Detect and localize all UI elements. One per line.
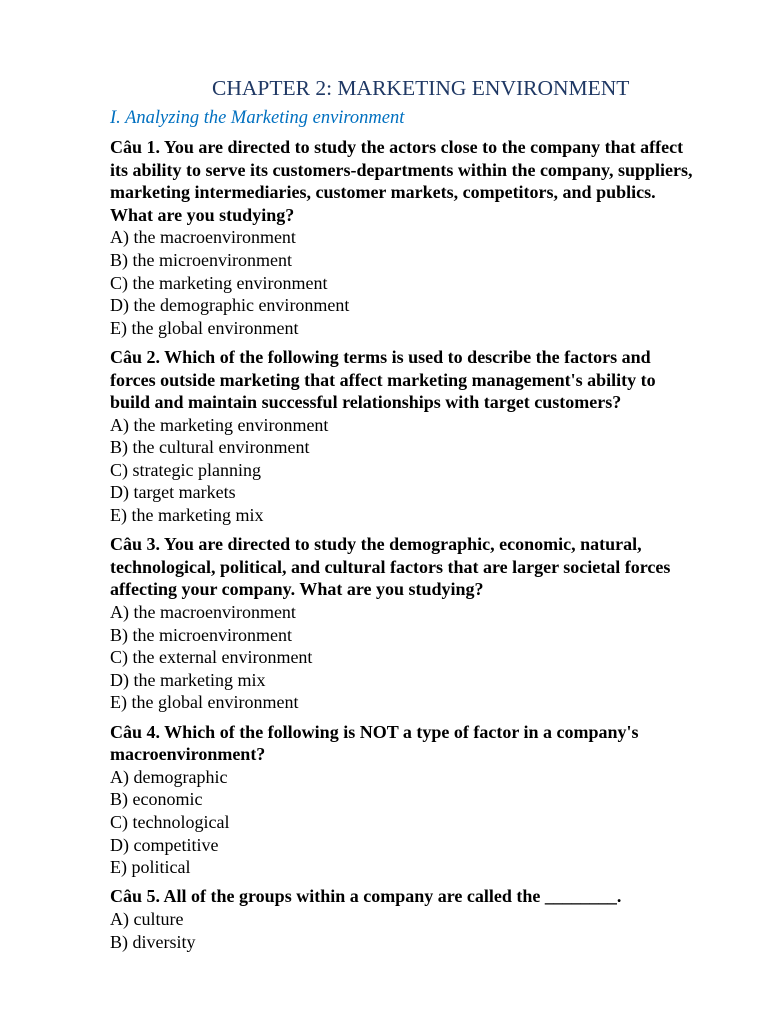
option-b: B) diversity — [110, 931, 196, 952]
question-5-text — [110, 885, 730, 908]
question-4-text — [110, 721, 730, 766]
question-2-text — [110, 346, 730, 414]
question-1 — [110, 136, 730, 339]
question-5-options — [110, 908, 730, 953]
question-4 — [110, 721, 730, 879]
option-a: A) demographic — [110, 766, 228, 787]
question-line: affecting your company. What are you studying? — [110, 579, 484, 600]
question-3-options — [110, 601, 730, 714]
question-4-options — [110, 766, 730, 879]
option-b: B) the cultural environment — [110, 437, 310, 458]
question-line: marketing intermediaries, customer markets, competitors, and publics. — [110, 182, 656, 203]
option-d: D) competitive — [110, 834, 219, 855]
section-heading: I. Analyzing the Marketing environment — [110, 108, 405, 128]
option-b: B) the microenvironment — [110, 249, 292, 270]
question-2-options — [110, 414, 730, 527]
document-title: CHAPTER 2: MARKETING ENVIRONMENT — [212, 76, 630, 100]
question-1-text — [110, 136, 730, 226]
question-line: What are you studying? — [110, 204, 295, 225]
question-3-text — [110, 533, 730, 601]
question-line: its ability to serve its customers-departments within the company, suppliers, — [110, 159, 693, 180]
document-content — [110, 75, 730, 960]
question-line: Câu 4. Which of the following is NOT a type of factor in a company's — [110, 721, 639, 742]
option-a: A) the marketing environment — [110, 414, 329, 435]
option-e: E) political — [110, 857, 191, 878]
option-e: E) the global environment — [110, 692, 299, 713]
question-5 — [110, 885, 730, 953]
question-line: Câu 5. All of the groups within a company are called the ________. — [110, 886, 622, 907]
question-line: macroenvironment? — [110, 744, 266, 765]
question-3 — [110, 533, 730, 714]
option-d: D) target markets — [110, 482, 236, 503]
option-c: C) strategic planning — [110, 459, 261, 480]
question-line: forces outside marketing that affect marketing management's ability to — [110, 369, 656, 390]
option-e: E) the global environment — [110, 317, 299, 338]
option-a: A) culture — [110, 908, 184, 929]
option-d: D) the marketing mix — [110, 669, 266, 690]
option-a: A) the macroenvironment — [110, 602, 296, 623]
question-line: Câu 1. You are directed to study the actors close to the company that affect — [110, 136, 684, 157]
question-2 — [110, 346, 730, 527]
question-line: build and maintain successful relationships with target customers? — [110, 392, 622, 413]
option-c: C) technological — [110, 811, 230, 832]
question-1-options — [110, 226, 730, 339]
option-c: C) the external environment — [110, 647, 313, 668]
question-line: Câu 2. Which of the following terms is used to describe the factors and — [110, 346, 651, 367]
option-b: B) the microenvironment — [110, 624, 292, 645]
option-c: C) the marketing environment — [110, 272, 328, 293]
option-b: B) economic — [110, 789, 203, 810]
question-line: Câu 3. You are directed to study the demographic, economic, natural, — [110, 534, 642, 555]
question-line: technological, political, and cultural factors that are larger societal forces — [110, 556, 671, 577]
option-d: D) the demographic environment — [110, 295, 350, 316]
option-a: A) the macroenvironment — [110, 227, 296, 248]
option-e: E) the marketing mix — [110, 505, 264, 526]
